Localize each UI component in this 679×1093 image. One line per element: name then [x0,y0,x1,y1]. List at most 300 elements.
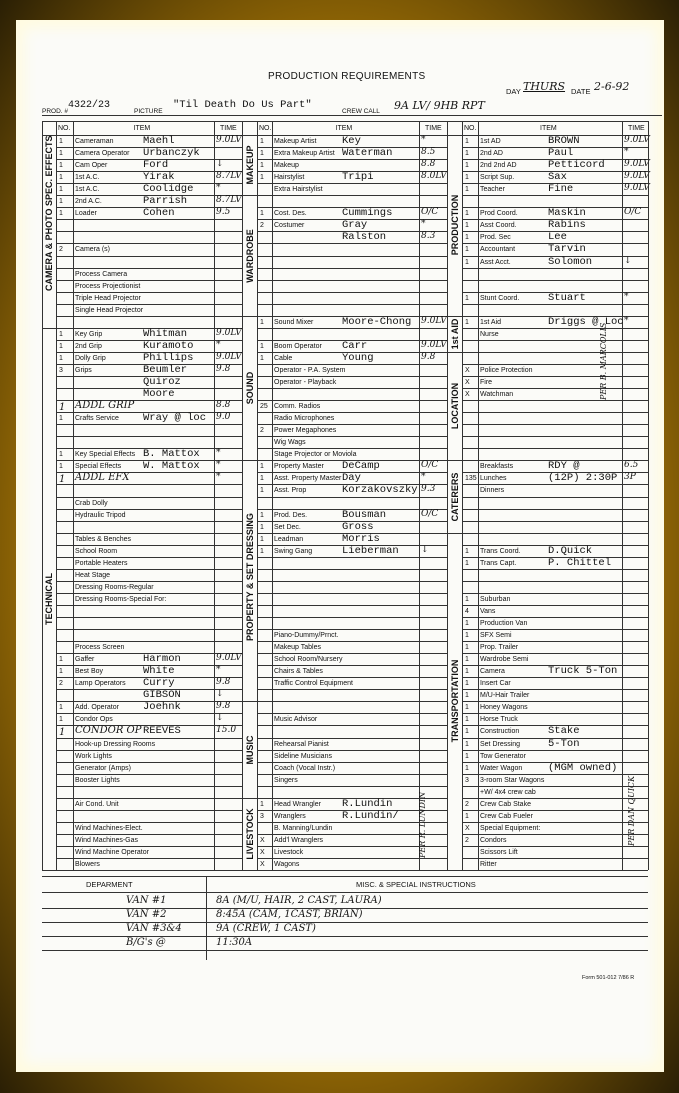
row-count: X [465,824,470,832]
row-assigned-value: Moore [143,388,175,401]
row-item-label: Suburban [480,595,511,603]
row-time: 9.0LV [216,327,242,338]
rule-horizontal [462,653,648,654]
rule-horizontal [56,268,242,269]
row-assigned-value: 5-Ton [548,737,580,750]
rule-horizontal [56,280,242,281]
rule-horizontal [257,292,447,293]
row-count: 1 [465,668,469,676]
rule-horizontal [462,376,648,377]
rule-horizontal [257,183,447,184]
row-time: * [216,665,221,676]
row-count: 1 [260,138,264,145]
rule-horizontal [56,822,242,823]
row-count: 3 [465,776,469,784]
rule-horizontal [56,436,242,437]
row-count: 1 [260,318,264,326]
row-time: 9.0LV [216,653,242,664]
row-count: 1 [465,150,469,158]
row-item-label: Ritter [480,861,497,868]
row-time: 9.8 [216,363,231,374]
row-assigned-value: Coolidge [143,183,194,196]
row-item-label: Crafts Service [75,415,119,423]
row-item-label: Nurse [480,330,499,338]
department-header: DEPARMENT [86,880,133,890]
row-item-label: Set Dressing [480,740,521,748]
row-assigned-value: Korzakovszky [342,484,418,497]
row-item-label: Radio Microphones [274,415,335,423]
rule-horizontal [56,509,242,510]
row-item-label: Scissors Lift [480,848,518,856]
row-count: 1 [465,704,469,712]
row-item-label: Triple Head Projector [75,294,141,302]
row-time: 9.0LV [624,135,650,145]
rule-horizontal [462,774,648,775]
row-item-label: Hook-up Dressing Rooms [75,740,156,748]
row-count: 1 [59,342,63,350]
rule-horizontal [56,798,242,799]
row-item-label: Prop. Trailer [480,644,519,652]
row-item-label: Crab Dolly [75,499,108,507]
rule-horizontal [56,810,242,811]
row-count: 1 [465,559,469,567]
row-item-label: Camera (s) [75,246,111,254]
rule-horizontal [257,762,447,763]
row-item-label: 2nd AD [480,150,503,158]
rule-horizontal [257,195,447,196]
row-count: 3 [260,812,264,820]
row-item-label: Special Equipment: [480,824,541,832]
row-item-label: Tables & Benches [75,535,132,543]
row-item-label: Hairstylist [274,174,305,182]
rule-horizontal [56,569,242,570]
row-item-label: Condor Ops [75,716,113,724]
rule-horizontal [56,834,242,835]
row-assigned-value: Quiroz [143,376,181,388]
rule-horizontal [56,304,242,305]
row-count: 1 [465,595,469,603]
section-label: PROPERTY & SET DRESSING [244,512,255,641]
rule-horizontal [462,677,648,678]
row-count: 1 [465,692,469,700]
row-item-label: 2nd Grip [75,342,102,350]
row-assigned-value: Young [342,351,374,364]
row-assigned-value: (MGM owned) [548,761,618,774]
row-item-label: 2nd A.C. [75,198,102,206]
rule-horizontal [56,641,242,642]
section-label: MUSIC [244,735,255,765]
row-time: 3P [624,472,636,483]
rule-horizontal [257,256,447,257]
row-assigned-value: Gross [342,520,374,533]
row-item-label: Music Advisor [274,716,318,724]
row-assigned-value: Maehl [143,135,175,147]
rule-horizontal [257,569,447,570]
row-time: * [421,219,426,230]
column-header-time: TIME [425,125,442,132]
section-label: CATERERS [449,472,460,521]
rule-horizontal [56,738,242,739]
row-item-label: Key Special Effects [75,451,136,459]
row-item-label: Asst. Property Master [274,475,342,483]
row-count: 2 [260,427,264,435]
row-time: * [216,183,221,194]
rule-horizontal [257,424,447,425]
row-item-label: Chairs & Tables [274,668,323,676]
row-assigned-value: Urbanczyk [143,147,200,160]
row-item-label: Single Head Projector [75,306,144,314]
section-label: LIVESTOCK [244,808,255,860]
row-item-label: Lamp Operators [75,680,126,688]
date-value: 2-6-92 [594,80,630,93]
rule-horizontal [462,364,648,365]
rule-horizontal [462,605,648,606]
column-header-item: ITEM [133,125,151,132]
footer-note: 9A (CREW, 1 CAST) [216,923,316,935]
row-item-label: Lunches [480,475,507,483]
rule-horizontal [462,388,648,389]
row-count: 1 [465,294,469,302]
rule-horizontal [462,846,648,847]
row-item-label: ADDL GRIP [75,400,135,412]
row-item-label: Script Sup. [480,174,515,182]
row-item-label: School Room [75,547,118,555]
row-item-label: Power Megaphones [274,427,337,435]
rule-horizontal [242,316,257,317]
row-time: 8.3 [421,231,436,242]
row-assigned-value: Waterman [342,147,393,160]
row-time: * [624,147,629,158]
row-time: ↓ [216,159,224,170]
row-item-label: Operator - P.A. System [274,366,346,374]
day-label: DAY [506,87,521,96]
row-item-label: Camera [480,668,505,676]
row-count: 1 [59,474,66,486]
rule-horizontal [257,858,447,859]
row-assigned-value: Sax [548,171,567,184]
rule-vertical [42,121,43,870]
row-item-label: Booster Lights [75,776,120,784]
rule-horizontal [257,653,447,654]
row-time: * [421,135,426,145]
row-assigned-value: Day [342,472,361,485]
rule-horizontal [56,762,242,763]
row-time: * [216,460,221,471]
row-count: 1 [59,198,63,206]
row-count: 1 [260,174,264,182]
row-item-label: SFX Semi [480,632,512,640]
row-item-label: Crew Cab Fueler [480,812,533,820]
row-time: O/C [421,460,439,471]
row-item-label: Hydraulic Tripod [75,511,126,519]
rule-horizontal [462,412,648,413]
row-item-label: Operator - Playback [274,379,337,386]
row-item-label: Asst Acct. [480,258,511,266]
rule-horizontal [257,268,447,269]
row-assigned-value: Maskin [548,207,586,220]
row-item-label: Police Protection [480,366,533,374]
rule-horizontal [56,629,242,630]
section-label: 1st AID [449,318,460,350]
row-count: 1 [59,162,63,170]
rule-horizontal [257,738,447,739]
crew-call-value: 9A LV/ 9HB RPT [394,99,485,112]
row-time: 9.3 [421,484,436,495]
row-count: 2 [465,836,469,844]
rule-horizontal [462,268,648,269]
rule-horizontal [257,388,447,389]
rule-horizontal [56,292,242,293]
rule-horizontal [462,858,648,859]
column-header-no: NO. [464,125,477,132]
row-assigned-value: Lieberman [342,544,399,557]
row-count: 1 [465,620,469,627]
row-assigned-value: Stake [548,725,580,738]
section-label: MAKEUP [244,145,255,185]
rule-horizontal [56,750,242,751]
row-count: 1 [260,487,264,495]
row-item-label: Tow Generator [480,752,526,760]
rule-horizontal [257,159,447,160]
row-item-label: Prod. Des. [274,511,308,519]
row-count: 3 [59,366,63,374]
row-item-label: Process Screen [75,644,125,652]
row-item-label: Honey Wagons [480,704,528,712]
row-item-label: 1st AD [480,138,501,145]
row-assigned-value: Curry [143,677,175,690]
row-time: 9.0 [216,412,231,423]
section-label: PRODUCTION [449,195,460,256]
date-label: DATE [571,87,591,96]
row-count: 1 [59,330,63,338]
footer-divider [206,876,207,960]
rule-horizontal [462,448,648,449]
rule-horizontal [462,280,648,281]
row-item-label: Wranglers [274,812,306,820]
row-time: 9.8 [216,677,231,688]
row-item-label: B. Manning/Lundin [274,824,333,832]
rule-horizontal [257,497,447,498]
row-assigned-value: D.Quick [548,544,593,557]
rule-horizontal [257,436,447,437]
row-assigned-value: Fine [548,183,574,196]
row-count: 1 [465,752,469,760]
rule-horizontal [257,641,447,642]
row-time: 8.8 [216,400,231,411]
rule-horizontal [462,786,648,787]
row-assigned-value: R.Lundin [342,797,393,810]
row-item-label: Add. Operator [75,704,119,712]
row-time: 8.8 [421,159,436,170]
row-assigned-value: Carr [342,339,368,352]
production-requirements-sheet [16,20,664,1072]
row-assigned-value: Key [342,135,361,147]
row-item-label: Condors [480,836,507,844]
row-count: 1 [59,186,63,194]
row-count: 1 [260,523,264,531]
column-header-item: ITEM [335,125,353,132]
row-item-label: Production Van [480,620,528,627]
row-item-label: Rehearsal Pianist [274,740,329,748]
rule-horizontal [257,677,447,678]
column-header-no: NO. [58,125,71,132]
rule-horizontal [56,545,242,546]
row-item-label: 1st A.C. [75,174,100,182]
section-label: TECHNICAL [44,572,54,625]
footer-note: 8:45A (CAM, 1CAST, BRIAN) [216,909,363,921]
rule-horizontal [257,412,447,413]
row-count: 1 [465,632,469,640]
row-item-label: Stage Projector or Moviola [274,451,357,459]
rule-horizontal [56,713,242,714]
row-count: 1 [260,511,264,519]
row-item-label: Piano-Dummy/Prnct. [274,632,339,640]
rule-horizontal [257,448,447,449]
footer-dept: B/G's @ [126,937,166,949]
row-time: 9.8 [421,351,436,362]
rule-horizontal [257,774,447,775]
row-count: 1 [59,354,63,362]
rule-horizontal [42,870,648,871]
row-assigned-value: Kuramoto [143,339,194,352]
row-count: 1 [260,800,264,808]
row-time: 9.8 [216,701,231,712]
row-item-label: Fire [480,379,493,386]
row-count: 1 [465,138,469,145]
row-time: 8.7LV [216,195,242,206]
row-item-label: Comm. Radios [274,403,321,411]
row-time: 15.0 [216,725,237,736]
row-count: 1 [260,547,264,555]
row-count: 1 [465,740,469,748]
row-count: 1 [260,342,264,350]
row-item-label: Best Boy [75,668,104,676]
row-item-label: Process Camera [75,270,128,278]
row-item-label: Wardrobe Semi [480,656,529,664]
footer-rule [42,876,648,877]
rule-horizontal [447,533,462,534]
row-item-label: Wind Machines-Elect. [75,824,143,832]
row-item-label: Makeup [274,162,299,170]
row-time: ↓ [624,255,632,266]
row-count: 1 [465,812,469,820]
rule-horizontal [257,725,447,726]
rule-horizontal [462,569,648,570]
row-time: * [216,448,221,459]
row-assigned-value: Wray @ loc [143,412,207,425]
section-label: WARDROBE [244,228,255,283]
row-item-label: Head Wrangler [274,800,321,808]
side-note-per-r-lundin: PER R. LUNDIN [418,791,427,858]
rule-horizontal [257,617,447,618]
rule-horizontal [462,400,648,401]
footer-dept: VAN #1 [126,895,167,907]
row-count: X [465,366,470,374]
row-assigned-value: Stuart [548,291,586,304]
rule-horizontal [56,231,242,232]
row-item-label: Extra Hairstylist [274,186,323,194]
column-header-no: NO. [259,125,272,132]
row-assigned-value: Beumler [143,363,188,376]
row-item-label: +W/ 4x4 crew cab [480,788,536,796]
row-count: X [260,848,265,856]
row-item-label: Grips [75,366,92,374]
row-count: 1 [59,415,63,423]
row-count: X [465,391,470,399]
row-item-label: Wig Wags [274,439,306,447]
row-count: 1 [465,728,469,736]
row-item-label: Blowers [75,861,100,868]
row-item-label: Cable [274,354,293,362]
row-item-label: Prod Coord. [480,210,518,218]
footer-note: 11:30A [216,937,253,949]
row-item-label: Dolly Grip [75,354,106,362]
row-assigned-value: Paul [548,147,574,160]
row-item-label: Process Projectionist [75,282,141,290]
footer-dept: VAN #3&4 [126,923,182,935]
rule-horizontal [462,509,648,510]
rule-horizontal [462,304,648,305]
rule-horizontal [56,786,242,787]
row-count: 4 [465,607,469,615]
row-assigned-value: RDY @ [548,460,580,473]
row-count: 1 [465,764,469,772]
rule-horizontal [462,436,648,437]
row-count: 1 [465,680,469,688]
row-count: 1 [465,644,469,652]
row-time: 8.0LV [421,171,447,182]
row-item-label: Costumer [274,222,305,230]
rule-horizontal [257,629,447,630]
rule-horizontal [462,593,648,594]
row-count: 1 [465,656,469,664]
rule-horizontal [42,121,648,122]
rule-horizontal [462,798,648,799]
row-assigned-value: BROWN [548,135,580,147]
row-assigned-value: Parrish [143,195,188,208]
footer-dept: VAN #2 [126,909,167,921]
row-item-label: Trans Coord. [480,547,521,555]
row-item-label: Singers [274,776,298,784]
footer-row-rule [42,950,648,951]
row-assigned-value: GIBSON [143,689,181,702]
row-item-label: Teacher [480,186,505,194]
row-count: 2 [59,680,63,688]
row-item-label: 1st A.C. [75,186,100,194]
rule-horizontal [462,834,648,835]
row-time: 9.0LV [421,315,447,326]
row-item-label: CONDOR OP [75,725,142,737]
row-count: 1 [59,150,63,158]
rule-horizontal [462,497,648,498]
column-header-time: TIME [220,125,237,132]
rule-horizontal [462,701,648,702]
row-time: ↓ [216,689,224,700]
column-header-time: TIME [628,125,645,132]
misc-header: MISC. & SPECIAL INSTRUCTIONS [356,880,476,890]
section-label: TRANSPORTATION [449,660,460,743]
row-count: 2 [465,800,469,808]
row-item-label: Property Master [274,463,324,471]
row-count: 1 [260,210,264,218]
column-header-item: ITEM [540,125,557,132]
rule-horizontal [56,424,242,425]
rule-horizontal [56,858,242,859]
row-count: 1 [59,656,63,664]
rule-horizontal [462,822,648,823]
row-time: 9.5 [216,207,231,218]
row-assigned-value: Tarvin [548,243,586,256]
